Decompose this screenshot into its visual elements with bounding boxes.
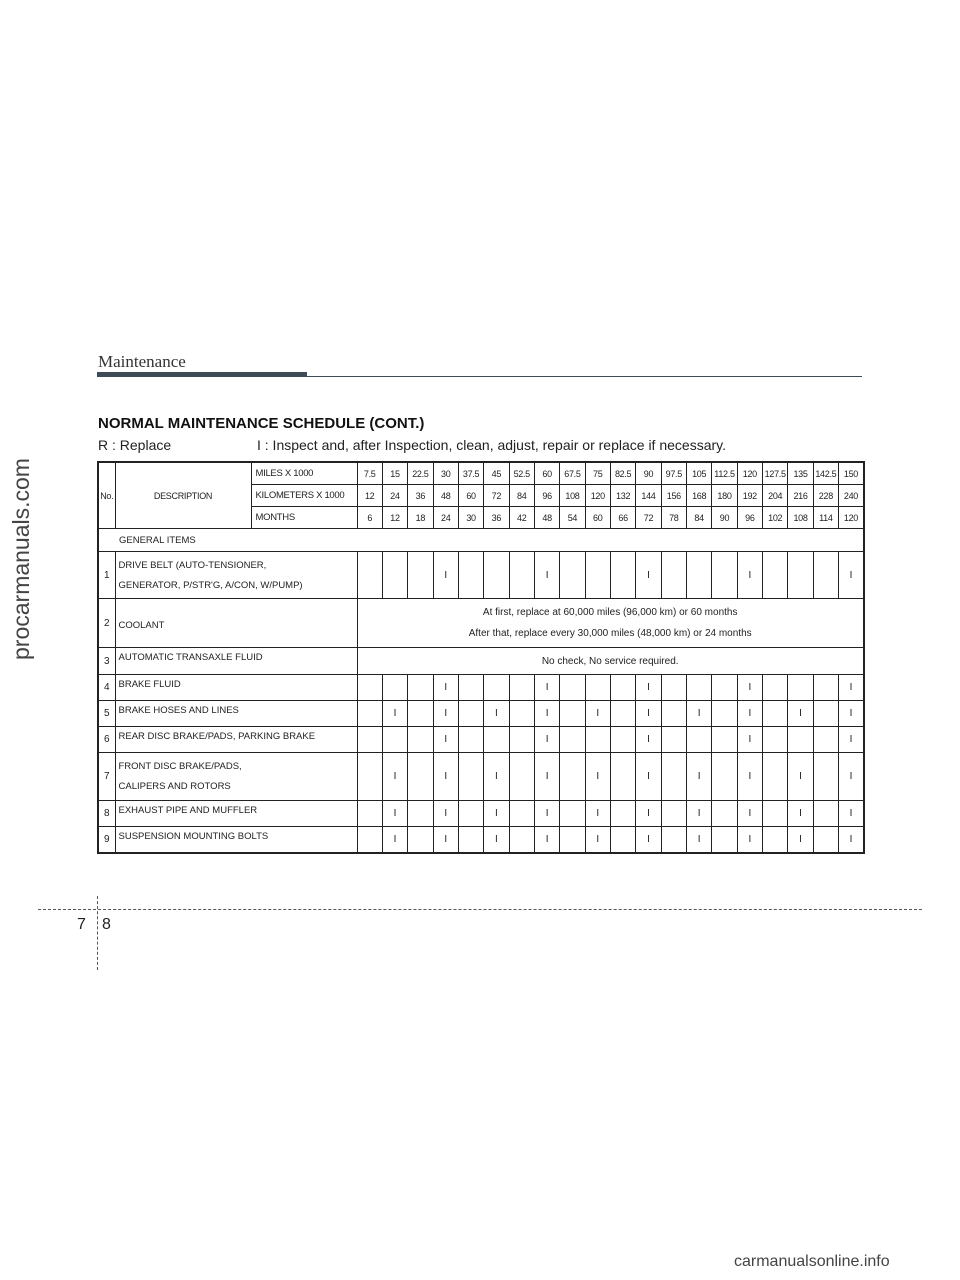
row-number: 9 — [98, 827, 115, 854]
schedule-mark-cell — [560, 675, 585, 701]
months-interval-cell: 6 — [357, 507, 382, 529]
schedule-mark-cell — [712, 675, 737, 701]
schedule-mark-cell — [458, 827, 483, 854]
kilometers-interval-cell: 120 — [585, 485, 610, 507]
schedule-mark-cell — [357, 827, 382, 854]
months-interval-cell: 30 — [458, 507, 483, 529]
row-number: 2 — [98, 599, 115, 648]
schedule-mark-cell — [712, 753, 737, 801]
schedule-mark-cell — [408, 552, 433, 599]
miles-interval-cell: 60 — [534, 462, 559, 485]
miles-interval-cell: 15 — [382, 462, 407, 485]
schedule-mark-cell — [560, 801, 585, 827]
row-description: BRAKE FLUID — [115, 675, 357, 701]
months-interval-cell: 78 — [661, 507, 686, 529]
schedule-mark-cell: I — [433, 753, 458, 801]
row-description-line2: GENERATOR, P/STR'G, A/CON, W/PUMP) — [118, 580, 303, 591]
miles-interval-cell: 67.5 — [560, 462, 585, 485]
schedule-mark-cell — [661, 753, 686, 801]
schedule-mark-cell — [686, 675, 711, 701]
schedule-mark-cell — [813, 753, 838, 801]
schedule-mark-cell: I — [636, 827, 661, 854]
miles-interval-cell: 97.5 — [661, 462, 686, 485]
months-label: MONTHS — [251, 507, 357, 529]
schedule-mark-cell — [458, 801, 483, 827]
months-interval-cell: 96 — [737, 507, 762, 529]
schedule-mark-cell: I — [788, 827, 813, 854]
row-description: BRAKE HOSES AND LINES — [115, 701, 357, 727]
kilometers-interval-cell: 204 — [763, 485, 788, 507]
schedule-mark-cell — [661, 701, 686, 727]
schedule-mark-cell: I — [433, 827, 458, 854]
coolant-note-line1: At first, replace at 60,000 miles (96,000 km) or 60 months — [482, 607, 738, 618]
schedule-mark-cell: I — [433, 801, 458, 827]
schedule-mark-cell — [763, 701, 788, 727]
schedule-mark-cell — [408, 827, 433, 854]
schedule-mark-cell — [509, 727, 534, 753]
schedule-mark-cell — [585, 675, 610, 701]
schedule-mark-cell: I — [534, 727, 559, 753]
row-number: 1 — [98, 552, 115, 599]
row-description: AUTOMATIC TRANSAXLE FLUID — [115, 648, 357, 675]
schedule-mark-cell — [610, 552, 635, 599]
schedule-mark-cell: I — [686, 801, 711, 827]
months-interval-cell: 60 — [585, 507, 610, 529]
header-rule — [307, 376, 862, 377]
months-interval-cell: 36 — [484, 507, 509, 529]
kilometers-interval-cell: 240 — [839, 485, 864, 507]
schedule-mark-cell — [712, 552, 737, 599]
schedule-mark-cell — [661, 801, 686, 827]
miles-interval-cell: 105 — [686, 462, 711, 485]
miles-interval-cell: 127.5 — [763, 462, 788, 485]
miles-interval-cell: 7.5 — [357, 462, 382, 485]
schedule-mark-cell: I — [585, 801, 610, 827]
schedule-mark-cell — [357, 552, 382, 599]
kilometers-label: KILOMETERS X 1000 — [251, 485, 357, 507]
schedule-mark-cell: I — [484, 701, 509, 727]
page-footer-divider — [97, 896, 98, 970]
schedule-mark-cell: I — [382, 801, 407, 827]
kilometers-interval-cell: 36 — [408, 485, 433, 507]
schedule-mark-cell — [610, 801, 635, 827]
schedule-mark-cell: I — [382, 701, 407, 727]
schedule-mark-cell: I — [636, 801, 661, 827]
kilometers-interval-cell: 144 — [636, 485, 661, 507]
schedule-mark-cell: I — [636, 701, 661, 727]
miles-interval-cell: 37.5 — [458, 462, 483, 485]
months-interval-cell: 90 — [712, 507, 737, 529]
schedule-mark-cell — [763, 675, 788, 701]
schedule-mark-cell — [712, 827, 737, 854]
schedule-mark-cell — [560, 701, 585, 727]
schedule-mark-cell — [560, 552, 585, 599]
schedule-mark-cell — [458, 701, 483, 727]
schedule-mark-cell: I — [788, 701, 813, 727]
row-description — [115, 552, 357, 599]
schedule-mark-cell — [610, 753, 635, 801]
row-number: 3 — [98, 648, 115, 675]
months-interval-cell: 12 — [382, 507, 407, 529]
schedule-mark-cell: I — [636, 753, 661, 801]
schedule-mark-cell — [408, 701, 433, 727]
legend-inspect: I : Inspect and, after Inspection, clean, adjust, repair or replace if necessary. — [257, 437, 726, 453]
schedule-mark-cell: I — [636, 675, 661, 701]
coolant-note-line2: After that, replace every 30,000 miles (48,000 km) or 24 months — [468, 628, 752, 639]
schedule-mark-cell: I — [737, 801, 762, 827]
schedule-mark-cell — [382, 675, 407, 701]
schedule-mark-cell: I — [737, 753, 762, 801]
schedule-mark-cell — [458, 552, 483, 599]
schedule-mark-cell — [382, 727, 407, 753]
schedule-mark-cell: I — [788, 753, 813, 801]
schedule-mark-cell: I — [788, 801, 813, 827]
side-watermark: procarmanuals.com — [8, 458, 34, 660]
kilometers-interval-cell: 156 — [661, 485, 686, 507]
schedule-mark-cell — [661, 552, 686, 599]
schedule-mark-cell: I — [382, 753, 407, 801]
schedule-mark-cell — [509, 801, 534, 827]
miles-interval-cell: 142.5 — [813, 462, 838, 485]
schedule-mark-cell: I — [484, 801, 509, 827]
row-description-line2: CALIPERS AND ROTORS — [118, 781, 231, 792]
schedule-mark-cell: I — [686, 701, 711, 727]
schedule-mark-cell — [357, 701, 382, 727]
miles-interval-cell: 150 — [839, 462, 864, 485]
schedule-mark-cell: I — [737, 827, 762, 854]
kilometers-interval-cell: 192 — [737, 485, 762, 507]
months-interval-cell: 114 — [813, 507, 838, 529]
schedule-mark-cell — [712, 801, 737, 827]
schedule-mark-cell: I — [585, 701, 610, 727]
page-section-number: 7 — [77, 916, 86, 933]
row-number: 6 — [98, 727, 115, 753]
schedule-mark-cell — [661, 827, 686, 854]
schedule-mark-cell — [610, 701, 635, 727]
schedule-mark-cell: I — [433, 701, 458, 727]
kilometers-interval-cell: 180 — [712, 485, 737, 507]
miles-interval-cell: 45 — [484, 462, 509, 485]
miles-interval-cell: 90 — [636, 462, 661, 485]
schedule-mark-cell — [813, 552, 838, 599]
miles-interval-cell: 120 — [737, 462, 762, 485]
miles-interval-cell: 75 — [585, 462, 610, 485]
miles-interval-cell: 82.5 — [610, 462, 635, 485]
page-header-title: Maintenance — [98, 352, 186, 371]
schedule-mark-cell — [763, 801, 788, 827]
row-number: 8 — [98, 801, 115, 827]
schedule-mark-cell — [509, 827, 534, 854]
schedule-mark-cell — [408, 753, 433, 801]
schedule-mark-cell — [763, 753, 788, 801]
schedule-mark-cell: I — [484, 753, 509, 801]
schedule-mark-cell: I — [737, 701, 762, 727]
schedule-mark-cell — [813, 675, 838, 701]
months-interval-cell: 84 — [686, 507, 711, 529]
miles-interval-cell: 22.5 — [408, 462, 433, 485]
schedule-mark-cell — [509, 701, 534, 727]
schedule-mark-cell — [610, 727, 635, 753]
schedule-mark-cell: I — [839, 701, 864, 727]
schedule-mark-cell — [712, 727, 737, 753]
schedule-mark-cell: I — [737, 552, 762, 599]
schedule-mark-cell: I — [534, 801, 559, 827]
schedule-mark-cell — [458, 727, 483, 753]
schedule-mark-cell — [560, 827, 585, 854]
schedule-mark-cell — [661, 727, 686, 753]
schedule-mark-cell — [509, 753, 534, 801]
row-description: COOLANT — [115, 599, 357, 648]
schedule-mark-cell — [610, 827, 635, 854]
description-header: DESCRIPTION — [115, 462, 251, 529]
schedule-mark-cell: I — [686, 753, 711, 801]
schedule-mark-cell — [357, 753, 382, 801]
months-interval-cell: 102 — [763, 507, 788, 529]
schedule-mark-cell: I — [839, 675, 864, 701]
legend-replace: R : Replace — [98, 437, 172, 453]
schedule-mark-cell: I — [585, 827, 610, 854]
schedule-mark-cell — [813, 727, 838, 753]
miles-interval-cell: 52.5 — [509, 462, 534, 485]
months-interval-cell: 108 — [788, 507, 813, 529]
schedule-mark-cell: I — [686, 827, 711, 854]
kilometers-interval-cell: 60 — [458, 485, 483, 507]
schedule-mark-cell — [408, 727, 433, 753]
kilometers-interval-cell: 84 — [509, 485, 534, 507]
schedule-mark-cell: I — [839, 753, 864, 801]
schedule-mark-cell: I — [534, 701, 559, 727]
schedule-mark-cell — [509, 552, 534, 599]
kilometers-interval-cell: 168 — [686, 485, 711, 507]
schedule-mark-cell: I — [534, 675, 559, 701]
schedule-mark-cell: I — [433, 675, 458, 701]
months-interval-cell: 66 — [610, 507, 635, 529]
miles-interval-cell: 135 — [788, 462, 813, 485]
schedule-mark-cell — [763, 727, 788, 753]
schedule-mark-cell — [484, 675, 509, 701]
schedule-mark-cell — [408, 801, 433, 827]
row-number: 5 — [98, 701, 115, 727]
schedule-mark-cell — [357, 675, 382, 701]
kilometers-interval-cell: 48 — [433, 485, 458, 507]
schedule-mark-cell: I — [534, 753, 559, 801]
months-interval-cell: 24 — [433, 507, 458, 529]
schedule-mark-cell: I — [585, 753, 610, 801]
kilometers-interval-cell: 132 — [610, 485, 635, 507]
months-interval-cell: 42 — [509, 507, 534, 529]
page-number: 8 — [102, 916, 111, 933]
schedule-mark-cell — [484, 552, 509, 599]
page-footer-rule — [38, 909, 922, 910]
coolant-note — [357, 599, 864, 648]
row-description — [115, 753, 357, 801]
schedule-mark-cell: I — [433, 552, 458, 599]
maintenance-schedule-table — [97, 461, 865, 854]
schedule-mark-cell — [788, 552, 813, 599]
schedule-mark-cell — [382, 552, 407, 599]
miles-interval-cell: 112.5 — [712, 462, 737, 485]
schedule-mark-cell — [686, 552, 711, 599]
miles-interval-cell: 30 — [433, 462, 458, 485]
schedule-mark-cell: I — [484, 827, 509, 854]
schedule-mark-cell — [763, 827, 788, 854]
schedule-mark-cell — [813, 827, 838, 854]
schedule-mark-cell: I — [534, 552, 559, 599]
kilometers-interval-cell: 216 — [788, 485, 813, 507]
row-description: EXHAUST PIPE AND MUFFLER — [115, 801, 357, 827]
schedule-mark-cell — [788, 675, 813, 701]
row-description-line1: FRONT DISC BRAKE/PADS, — [118, 761, 242, 772]
transaxle-note: No check, No service required. — [357, 648, 864, 675]
schedule-mark-cell — [560, 753, 585, 801]
schedule-mark-cell — [813, 801, 838, 827]
section-title: NORMAL MAINTENANCE SCHEDULE (CONT.) — [98, 415, 425, 432]
kilometers-interval-cell: 96 — [534, 485, 559, 507]
schedule-mark-cell: I — [839, 827, 864, 854]
schedule-mark-cell — [357, 727, 382, 753]
schedule-mark-cell — [661, 675, 686, 701]
bottom-watermark: carmanualsonline.info — [734, 1253, 890, 1270]
schedule-mark-cell — [458, 675, 483, 701]
schedule-mark-cell — [712, 701, 737, 727]
kilometers-interval-cell: 12 — [357, 485, 382, 507]
schedule-mark-cell — [484, 727, 509, 753]
months-interval-cell: 48 — [534, 507, 559, 529]
row-description: SUSPENSION MOUNTING BOLTS — [115, 827, 357, 854]
schedule-mark-cell: I — [636, 727, 661, 753]
schedule-mark-cell — [813, 701, 838, 727]
schedule-mark-cell — [560, 727, 585, 753]
kilometers-interval-cell: 228 — [813, 485, 838, 507]
schedule-mark-cell: I — [737, 727, 762, 753]
kilometers-interval-cell: 108 — [560, 485, 585, 507]
schedule-mark-cell: I — [839, 552, 864, 599]
row-description-line1: DRIVE BELT (AUTO-TENSIONER, — [118, 560, 267, 571]
schedule-mark-cell: I — [737, 675, 762, 701]
months-interval-cell: 54 — [560, 507, 585, 529]
header-accent-bar — [97, 372, 307, 377]
schedule-mark-cell — [357, 801, 382, 827]
row-description: REAR DISC BRAKE/PADS, PARKING BRAKE — [115, 727, 357, 753]
schedule-mark-cell — [408, 675, 433, 701]
row-number: 7 — [98, 753, 115, 801]
row-number: 4 — [98, 675, 115, 701]
kilometers-interval-cell: 72 — [484, 485, 509, 507]
months-interval-cell: 72 — [636, 507, 661, 529]
no-header: No. — [98, 462, 115, 529]
schedule-mark-cell — [788, 727, 813, 753]
schedule-mark-cell: I — [382, 827, 407, 854]
schedule-mark-cell — [686, 727, 711, 753]
schedule-mark-cell — [509, 675, 534, 701]
schedule-mark-cell — [585, 552, 610, 599]
months-interval-cell: 120 — [839, 507, 864, 529]
schedule-mark-cell: I — [839, 727, 864, 753]
months-interval-cell: 18 — [408, 507, 433, 529]
kilometers-interval-cell: 24 — [382, 485, 407, 507]
schedule-mark-cell — [610, 675, 635, 701]
schedule-mark-cell: I — [433, 727, 458, 753]
schedule-mark-cell — [585, 727, 610, 753]
schedule-mark-cell: I — [839, 801, 864, 827]
schedule-mark-cell: I — [636, 552, 661, 599]
schedule-mark-cell — [458, 753, 483, 801]
miles-label: MILES X 1000 — [251, 462, 357, 485]
schedule-mark-cell: I — [534, 827, 559, 854]
schedule-mark-cell — [763, 552, 788, 599]
general-items-row: GENERAL ITEMS — [98, 529, 864, 552]
